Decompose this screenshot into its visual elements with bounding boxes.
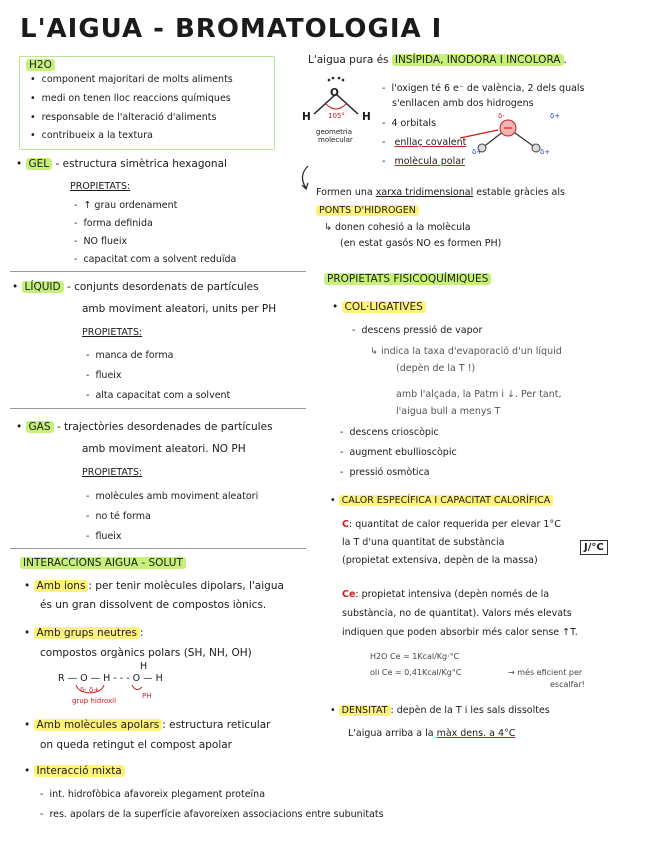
- gas-bullet: •: [16, 421, 26, 433]
- covalent-text: enllaç covalent: [394, 137, 467, 148]
- liquid-line: [12, 280, 259, 295]
- pura-line: [308, 53, 567, 68]
- divider: [10, 271, 306, 272]
- gel-prop: - NO flueix: [74, 235, 127, 248]
- gas-prop: - molècules amb moviment aleatori: [86, 490, 258, 503]
- densitat2-u: màx dens. a 4°C: [436, 728, 516, 739]
- ce-line-1: [342, 588, 549, 601]
- densitat-label: DENSITAT: [339, 705, 391, 716]
- liquid-label: LÍQUID: [22, 281, 64, 293]
- col-item: - descens pressió de vapor: [352, 324, 482, 337]
- mixta-item: - res. apolars de la superfície afavoreixen associacions entre subunitats: [40, 808, 384, 821]
- ions-bullet: •: [24, 580, 34, 592]
- formula-bracket-icon: [70, 684, 160, 698]
- pura-item: s'enllacen amb dos hidrogens: [392, 98, 534, 109]
- molecule-h-left: H: [302, 111, 311, 123]
- cohesio-1: ↳ donen cohesió a la molècula: [324, 222, 471, 233]
- ions-text: : per tenir molècules dipolars, l'aigua: [88, 580, 284, 592]
- dipole-delta-minus: δ-: [498, 112, 505, 120]
- col-item: - descens crioscòpic: [340, 426, 439, 439]
- ce-text-1: : propietat intensiva (depèn només de la: [355, 589, 550, 600]
- dipole-delta-plus-left: δ+: [472, 148, 483, 156]
- ce-arrow-2: escalfar!: [550, 680, 585, 689]
- apolars-bullet: •: [24, 719, 34, 731]
- fq-heading-text: PROPIETATS FISICOQUÍMIQUES: [324, 273, 491, 285]
- apolars-text: : estructura reticular: [162, 719, 271, 731]
- formula: R — O — H - - - O — H: [58, 673, 163, 684]
- page-title: L'AIGUA - BROMATOLOGIA I: [20, 14, 443, 44]
- pura-item: - l'oxigen té 6 e⁻ de valència, 2 dels quals: [382, 82, 585, 95]
- densitat-line-2: [348, 727, 515, 740]
- neutres-text: compostos orgànics polars (SH, NH, OH): [40, 647, 252, 659]
- densitat-bullet: •: [330, 705, 339, 716]
- gas-prop: - no té forma: [86, 510, 151, 523]
- liquid-bullet: •: [12, 281, 22, 293]
- mixta-label: Interacció mixta: [34, 765, 125, 777]
- calor-label: CALOR ESPECÍFICA I CAPACITAT CALORÍFICA: [339, 495, 554, 506]
- mixta-bullet: •: [24, 765, 34, 777]
- ponts-text: PONTS D'HIDROGEN: [316, 205, 419, 216]
- molecule-label-1: geometria: [316, 128, 353, 136]
- h2o-heading: [26, 58, 55, 73]
- neutres-line: [24, 626, 144, 641]
- h2o-heading-text: H2O: [26, 59, 55, 71]
- gas-props-heading: PROPIETATS:: [82, 467, 143, 478]
- pura-item: [382, 136, 466, 149]
- pura-item: [382, 155, 465, 168]
- neutres-bullet: •: [24, 627, 34, 639]
- neutres-label: Amb grups neutres: [34, 627, 140, 639]
- dipole-delta-plus-right: δ+: [540, 148, 551, 156]
- xarxa-u: xarxa tridimensional: [375, 187, 474, 198]
- molecule-h-right: H: [362, 111, 371, 123]
- gel-line: [16, 157, 227, 172]
- ce-oli: oli Ce = 0,41Kcal/Kg°C: [370, 668, 462, 677]
- mixta-line: [24, 764, 125, 779]
- col-line: [332, 300, 426, 315]
- gas-line: [16, 420, 273, 435]
- liquid-prop: - manca de forma: [86, 349, 173, 362]
- divider: [10, 548, 306, 549]
- densitat2-pre: L'aigua arriba a la: [348, 728, 437, 739]
- xarxa-pre: Formen una: [316, 187, 376, 198]
- formula-h: H: [140, 661, 148, 672]
- col-note-1: ↳ indica la taxa d'evaporació d'un líquid: [370, 346, 562, 357]
- col-bullet: •: [332, 301, 342, 313]
- polar-text: molècula polar: [394, 156, 465, 167]
- gel-props-heading: PROPIETATS:: [70, 181, 131, 192]
- c-text-3: (propietat extensiva, depèn de la massa): [342, 555, 538, 566]
- col-label: COL·LIGATIVES: [342, 301, 426, 313]
- ce-arrow: → més eficient per: [508, 668, 583, 677]
- gas-desc2: amb moviment aleatori. NO PH: [82, 443, 246, 455]
- molecule-label-2: molecular: [318, 136, 353, 144]
- apolars-text2: on queda retingut el compost apolar: [40, 739, 232, 751]
- gas-desc: - trajectòries desordenades de partícules: [56, 421, 273, 433]
- divider: [10, 408, 306, 409]
- col-note-3: amb l'alçada, la Patm i ↓. Per tant,: [396, 389, 562, 400]
- densitat-line: [330, 704, 550, 717]
- pura-pre: L'aigua pura és: [308, 54, 392, 66]
- h2o-item: • medi on tenen lloc reaccions químiques: [30, 92, 231, 105]
- col-note-4: l'aigua bull a menys T: [396, 406, 501, 417]
- molecule-angle: 105°: [328, 112, 345, 120]
- pura-item: - 4 orbitals: [382, 117, 436, 130]
- c-text-2: la T d'una quantitat de substància: [342, 537, 505, 548]
- ions-label: Amb ions: [34, 580, 89, 592]
- dipole-delta-plus-top: δ+: [550, 112, 561, 120]
- calor-bullet: •: [330, 495, 339, 506]
- dipole-icon: [458, 108, 561, 168]
- h2o-item: • contribueix a la textura: [30, 129, 153, 142]
- col-note-2: (depèn de la T !): [396, 363, 476, 374]
- c-unit-box: J/°C: [580, 540, 608, 555]
- pura-hl: INSÍPIDA, INODORA I INCOLORA: [392, 54, 564, 66]
- formula-delta: δ- δ+: [80, 686, 100, 694]
- ce-text-3: indiquen que poden absorbir més calor sense ↑T.: [342, 627, 578, 638]
- h2o-item: • component majoritari de molts aliments: [30, 73, 233, 86]
- densitat-text: : depèn de la T i les sals dissoltes: [390, 705, 550, 716]
- apolars-label: Amb molècules apolars: [34, 719, 163, 731]
- curved-arrow-icon: [296, 164, 316, 194]
- ponts-line: [316, 204, 419, 217]
- col-item: - pressió osmòtica: [340, 466, 430, 479]
- ions-text2: és un gran dissolvent de compostos iònics.: [40, 599, 267, 611]
- liquid-prop: - flueix: [86, 369, 122, 382]
- liquid-props-heading: PROPIETATS:: [82, 327, 143, 338]
- col-item: - augment ebullioscòpic: [340, 446, 457, 459]
- xarxa-line: [316, 186, 565, 199]
- gel-label: GEL: [26, 158, 53, 170]
- gel-desc: - estructura simètrica hexagonal: [55, 158, 227, 170]
- cohesio-2: (en estat gasós NO es formen PH): [340, 238, 502, 249]
- gas-label: GAS: [26, 421, 54, 433]
- c-text-1: : quantitat de calor requerida per elevar 1°C: [348, 519, 561, 530]
- gel-prop: - forma definida: [74, 217, 153, 230]
- interaccions-heading: [20, 556, 186, 571]
- mixta-item: - int. hidrofòbica afavoreix plegament proteïna: [40, 788, 265, 801]
- formula-ph: PH: [142, 692, 152, 700]
- gel-bullet: •: [16, 158, 26, 170]
- h2o-item: • responsable de l'alteració d'aliments: [30, 111, 216, 124]
- gas-prop: - flueix: [86, 530, 122, 543]
- interaccions-heading-text: INTERACCIONS AIGUA - SOLUT: [20, 557, 186, 569]
- fq-heading: [324, 272, 491, 287]
- apolars-line: [24, 718, 270, 733]
- gel-prop: - capacitat com a solvent reduïda: [74, 253, 236, 266]
- calor-line: [330, 494, 553, 507]
- liquid-prop: - alta capacitat com a solvent: [86, 389, 230, 402]
- molecule-o: O: [330, 87, 339, 99]
- formula-grup: grup hidroxil: [72, 697, 117, 705]
- neutres-colon: :: [139, 627, 144, 639]
- pura-post: .: [563, 54, 567, 66]
- liquid-desc: - conjunts desordenats de partícules: [66, 281, 259, 293]
- c-line-1: [342, 518, 561, 531]
- ce-h2o: H2O Ce = 1Kcal/Kg·°C: [370, 652, 460, 661]
- ions-line: [24, 579, 284, 594]
- xarxa-post: estable gràcies als: [473, 187, 565, 198]
- ce-text-2: substància, no de quantitat). Valors més elevats: [342, 608, 572, 619]
- c-label: C: [342, 519, 349, 530]
- ce-label: Ce: [342, 589, 356, 600]
- liquid-desc2: amb moviment aleatori, units per PH: [82, 303, 277, 315]
- gel-prop: - ↑ grau ordenament: [74, 199, 177, 212]
